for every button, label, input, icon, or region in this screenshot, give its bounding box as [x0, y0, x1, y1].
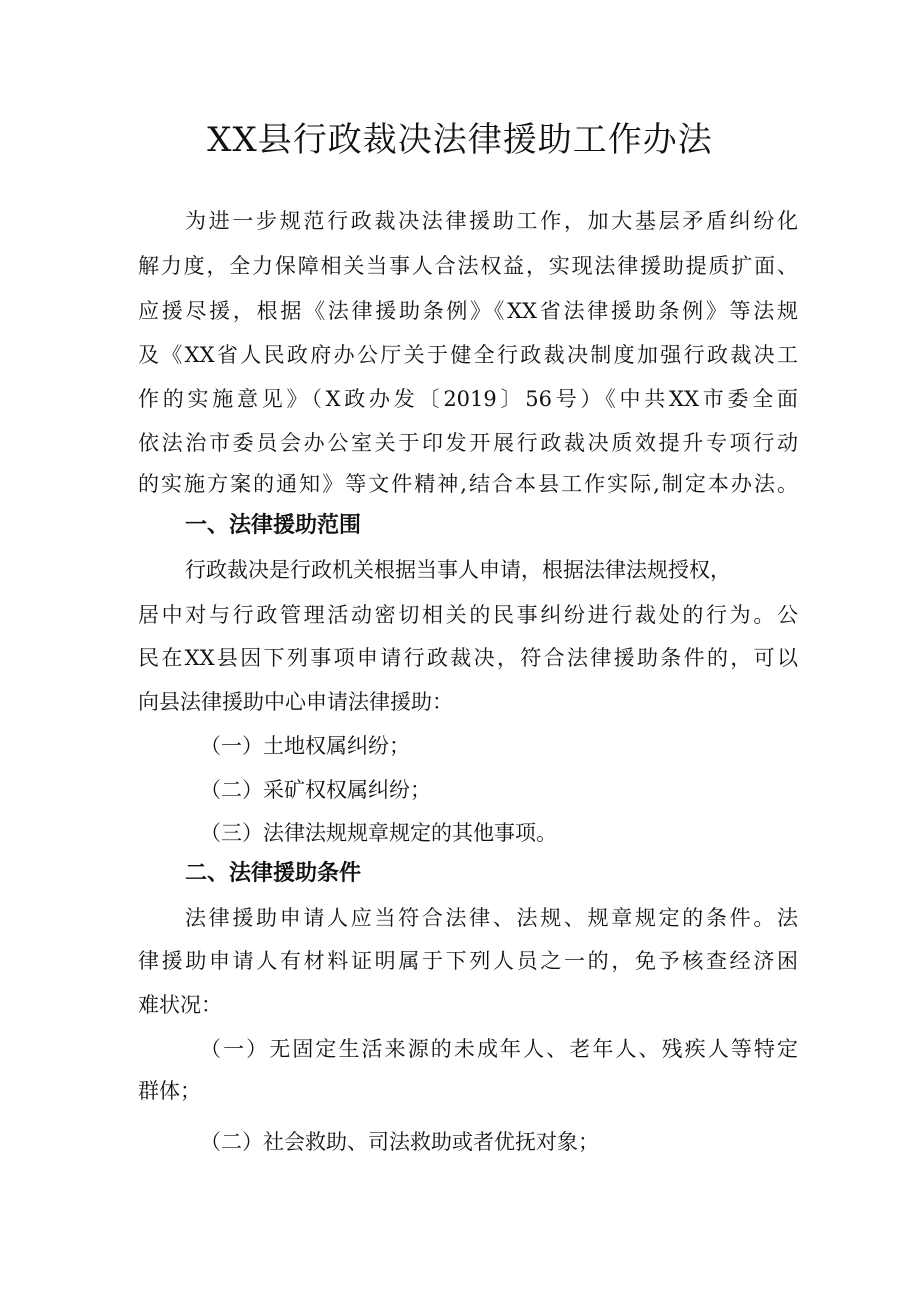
- intro-line-6: 依法治市委员会办公室关于印发开展行政裁决质效提升专项行动: [138, 431, 798, 455]
- section2-heading: 二、法律援助条件: [185, 861, 362, 886]
- section1-para-line-1: 行政裁决是行政机关根据当事人申请，根据法律法规授权，: [185, 558, 731, 582]
- section2-item1-line-2: 群体；: [138, 1079, 201, 1103]
- intro-line-2: 解力度，全力保障相关当事人合法权益，实现法律援助提质扩面、: [138, 254, 798, 278]
- section2-item-2: （二）社会救助、司法救助或者优抚对象；: [200, 1130, 599, 1154]
- section1-item-3: （三）法律法规规章规定的其他事项。: [200, 821, 557, 845]
- section1-para-line-4: 向县法律援助中心申请法律援助：: [138, 690, 453, 714]
- section2-para-line-1: 法律援助申请人应当符合法律、法规、规章规定的条件。法: [185, 906, 798, 930]
- document-title: XX县行政裁决法律援助工作办法: [207, 120, 713, 160]
- intro-line-4: 及《XX省人民政府办公厅关于健全行政裁决制度加强行政裁决工: [138, 343, 798, 367]
- intro-line-1: 为进一步规范行政裁决法律援助工作，加大基层矛盾纠纷化: [185, 209, 798, 233]
- section2-para-line-3: 难状况：: [138, 993, 222, 1017]
- section1-item-2: （二）采矿权权属纠纷；: [200, 778, 431, 802]
- section2-para-line-2: 律援助申请人有材料证明属于下列人员之一的，免予核查经济困: [138, 949, 798, 973]
- intro-line-3: 应援尽援，根据《法律援助条例》《XX省法律援助条例》等法规: [138, 299, 798, 323]
- section1-item-1: （一）土地权属纠纷；: [200, 734, 410, 758]
- intro-line-5: 作的实施意见》（X政办发〔2019〕56号）《中共XX市委全面: [138, 387, 798, 411]
- section1-para-line-3: 民在XX县因下列事项申请行政裁决，符合法律援助条件的，可以: [138, 646, 798, 670]
- section2-item1-line-1: （一）无固定生活来源的未成年人、老年人、残疾人等特定: [200, 1037, 798, 1061]
- section1-heading: 一、法律援助范围: [185, 513, 362, 538]
- section1-para-line-2: 居中对与行政管理活动密切相关的民事纠纷进行裁处的行为。公: [138, 603, 798, 627]
- intro-line-7: 的实施方案的通知》等文件精神,结合本县工作实际,制定本办法。: [138, 472, 798, 496]
